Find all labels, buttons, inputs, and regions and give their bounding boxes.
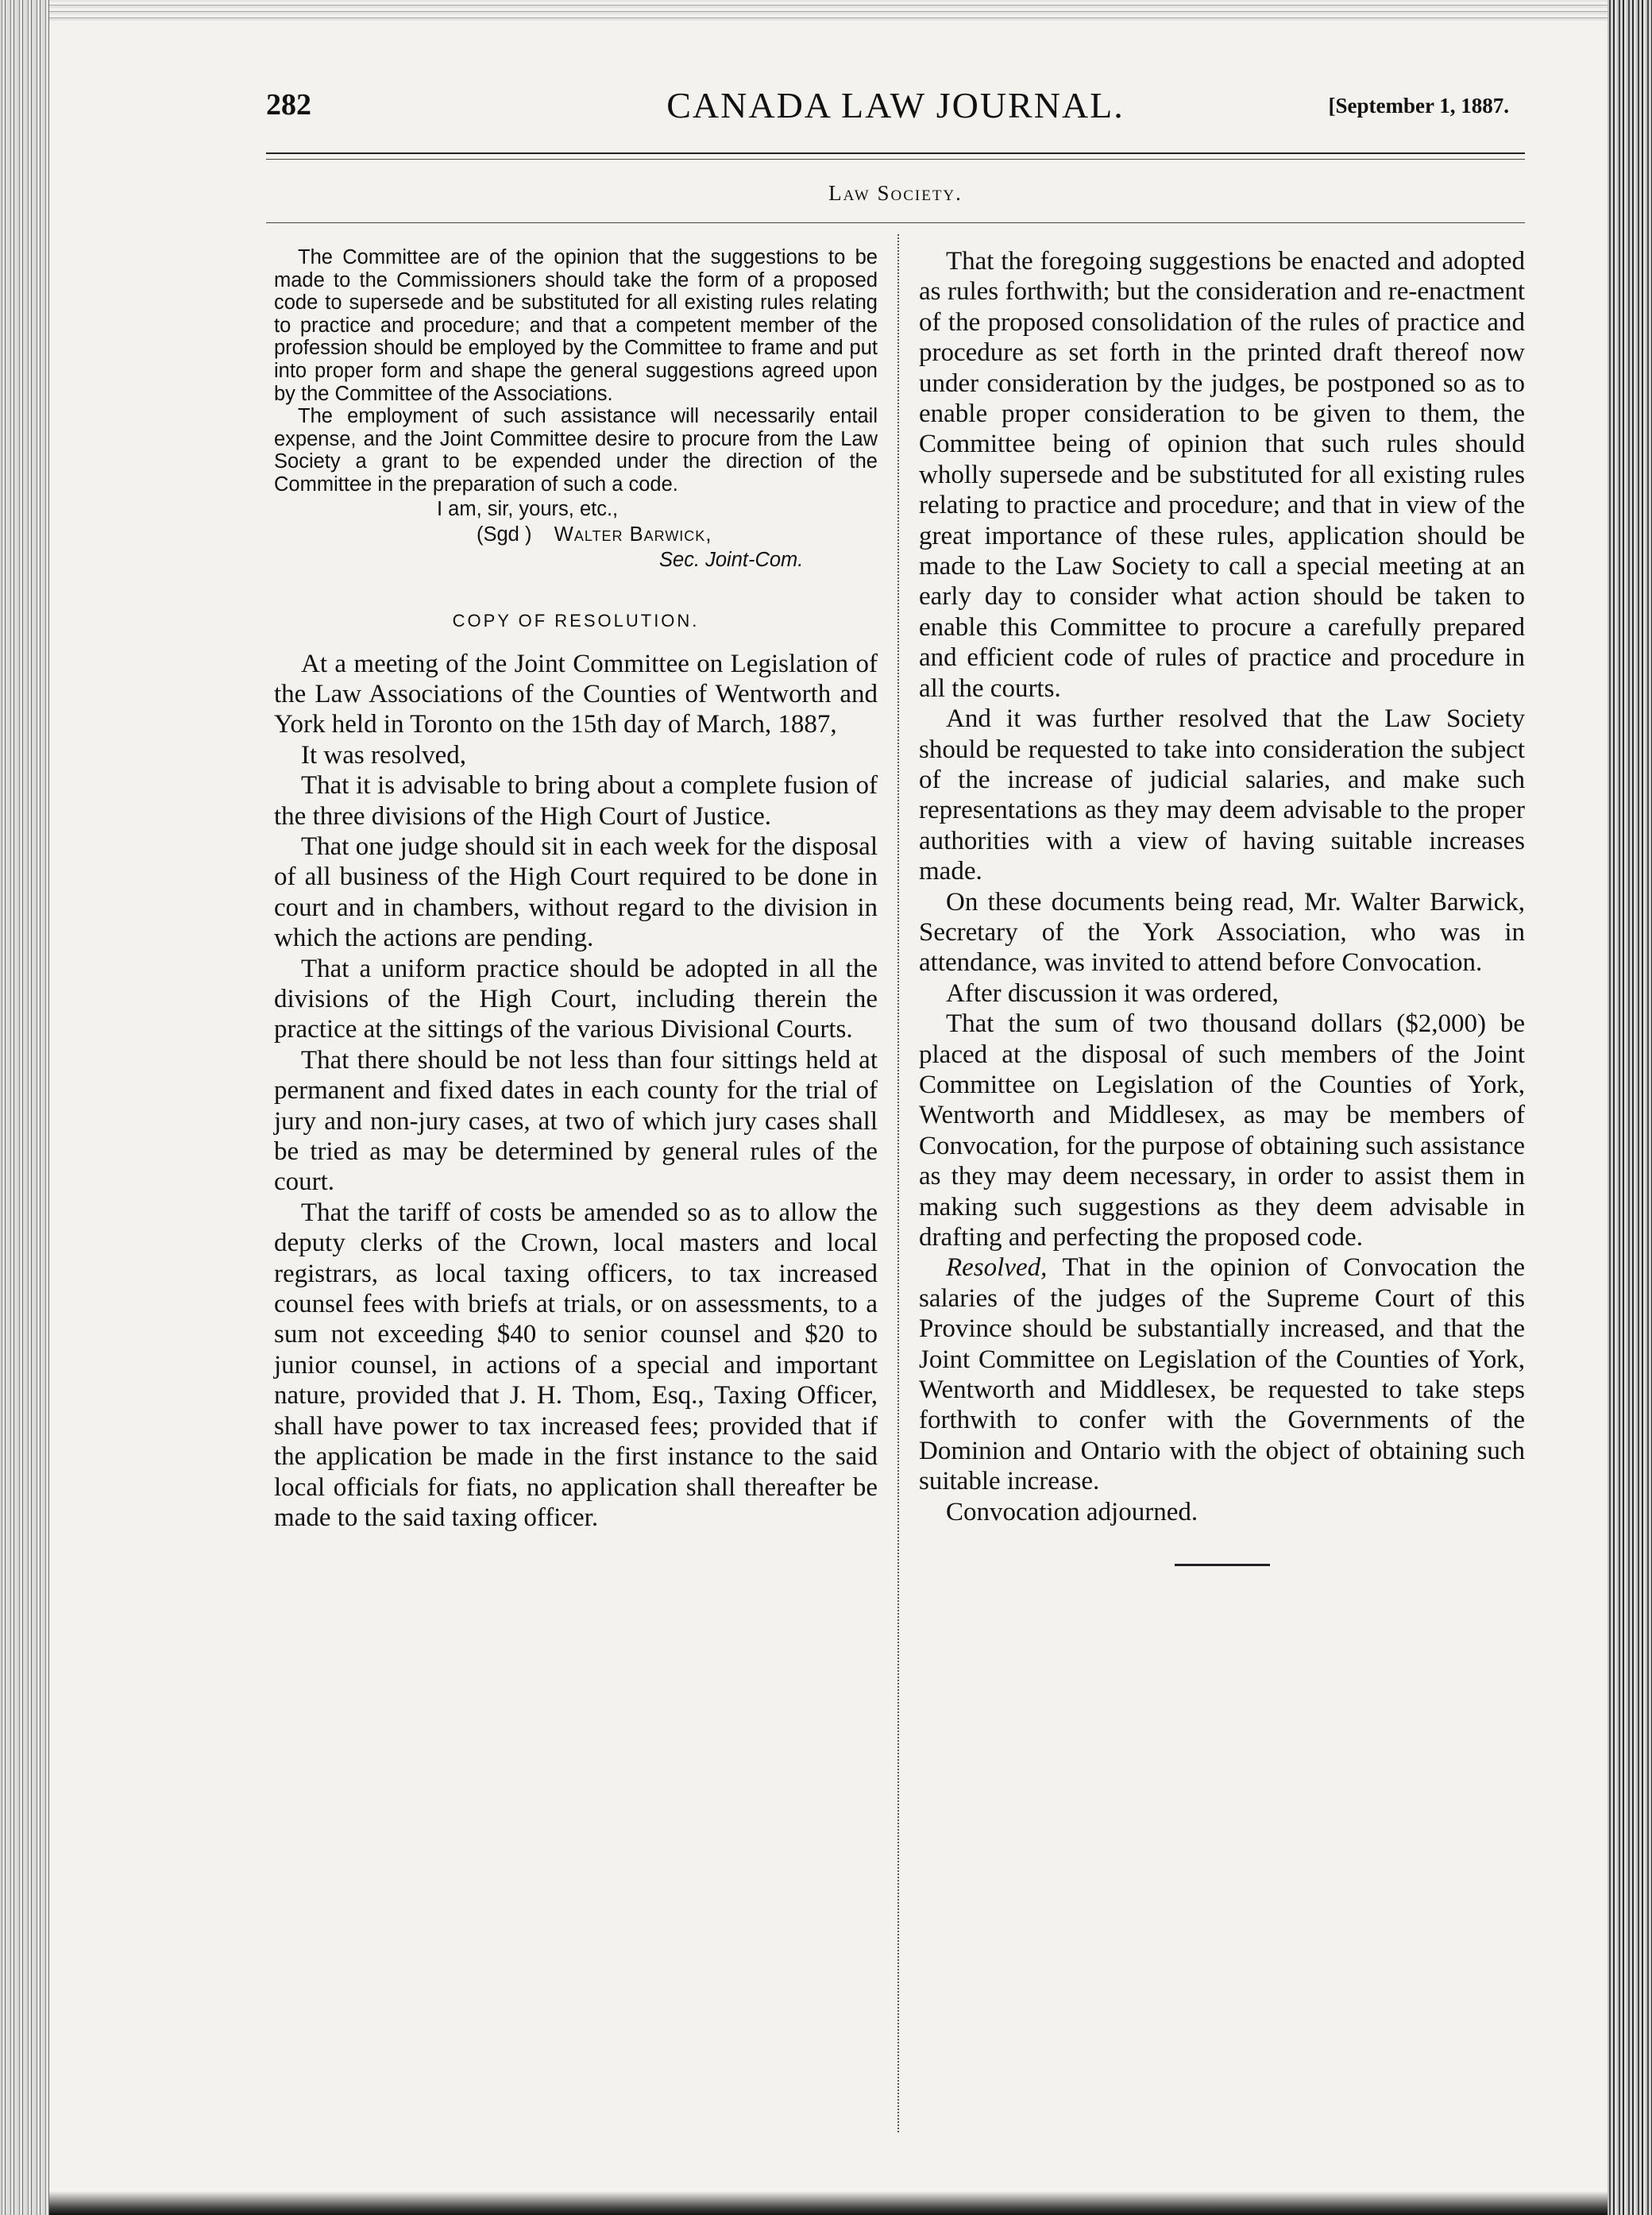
resolution-item: That there should be not less than four sittings held at permanent and fixed dates in each county for the trial of jury and non-jury cases, at two of which jury cases shall be tried as may be determined by general rules of the court.: [274, 1045, 878, 1197]
section-title: Law Society.: [828, 181, 963, 205]
resolution-body: [274, 649, 878, 1534]
resolution-item: That it is advisable to bring about a complete fusion of the three divisions of the High Court of Justice.: [274, 771, 878, 831]
signatory-name: Walter Barwick,: [554, 523, 712, 546]
resolution-item: That the tariff of costs be amended so as to allow the deputy clerks of the Crown, local masters and local registrars, as local taxing officers, to tax increased counsel fees with briefs at trials, or on assessments, to a sum not exceeding $40 to senior counsel and $20 to junior counsel, in actions of a special and important nature, provided that J. H. Thom, Esq., Taxing Officer, shall have power to tax increased fees; provided that if the application be made in the first instance to the said local officials for fiats, no application shall thereafter be made to the said taxing officer.: [274, 1198, 878, 1532]
left-column: [274, 246, 878, 1533]
signature-line: [274, 522, 878, 547]
right-paragraph: On these documents being read, Mr. Walter Barwick, Secretary of the York Association, who was in attendance, was invited to attend before Convocation.: [919, 887, 1525, 978]
signatory-title: Sec. Joint-Com.: [659, 548, 804, 571]
resolution-item: That a uniform practice should be adopted in all the divisions of the High Court, including therein the practice at the sittings of the various Divisional Courts.: [274, 954, 878, 1044]
resolution-heading: COPY OF RESOLUTION.: [452, 610, 700, 631]
scan-edge-left: [0, 0, 49, 2215]
resolution-resolved: It was resolved,: [301, 740, 467, 770]
right-paragraph: That the foregoing suggestions be enacted and adopted as rules forthwith; but the consideration and re-enactment of the proposed consolidation of the rules of practice and procedure as set forth in the printed draft thereof now under consideration by the judges, be postponed so as to enable proper consideration to be given to them, the Committee being of opinion that such rules should wholly supersede and be substituted for all existing rules relating to practice and procedure; and that in view of the great importance of these rules, application should be made to the Law Society to call a special meeting at an early day to consider what action should be taken to enable this Committee to procure a carefully prepared and efficient code of rules of practice and procedure in all the courts.: [919, 247, 1525, 703]
letter-paragraph: The employment of such assistance will necessarily entail expense, and the Joint Committee desire to procure from the Law Society a grant to be expended under the direction of the Committee in the preparation of such a code.: [274, 405, 878, 496]
right-column: [919, 246, 1525, 1566]
resolution-intro: At a meeting of the Joint Committee on Legislation of the Law Associations of the Counties of Wentworth and York held in Toronto on the 15th day of March, 1887,: [274, 649, 878, 739]
scan-edge-top: [49, 0, 1608, 21]
closing-line: Convocation adjourned.: [946, 1497, 1198, 1526]
scan-edge-right: [1608, 0, 1652, 2215]
issue-date: [September 1, 1887.: [1328, 94, 1509, 118]
letter-body: [274, 246, 878, 496]
resolved-label: Resolved,: [946, 1253, 1048, 1283]
journal-page: [266, 79, 1525, 2160]
resolved-text: That in the opinion of Convocation the salaries of the judges of the Supreme Court of this Province should be substantially increased, and that the Joint Committee on Legislation of the Counties of York, Wentworth and Middlesex, be requested to take steps forthwith to confer with the Governments of the Dominion and Ontario with the object of obtaining such suitable increase.: [919, 1253, 1525, 1496]
right-paragraph: And it was further resolved that the Law Society should be requested to take into consideration the subject of the increase of judicial salaries, and make such representations as they may deem advisable to the proper authorities with a view of having suitable increases made.: [919, 704, 1525, 886]
letter-paragraph: The Committee are of the opinion that the suggestions to be made to the Commissioners should take the form of a proposed code to supersede and be substituted for all existing rules relating to practice and procedure; and that a competent member of the profession should be employed by the Committee to frame and put into proper form and shape the general suggestions agreed upon by the Committee of the Associations.: [274, 246, 878, 405]
right-column-body: [919, 246, 1525, 1527]
right-paragraph: After discussion it was ordered,: [946, 978, 1279, 1008]
letter-signature: [274, 496, 878, 573]
scan-edge-bottom: [49, 2191, 1608, 2215]
section-rule: [266, 222, 1525, 223]
resolved-paragraph: [919, 1252, 1525, 1496]
letter-closing: I am, sir, yours, etc.,: [437, 497, 619, 520]
end-rule: [1175, 1564, 1270, 1566]
resolution-item: That one judge should sit in each week for the disposal of all business of the High Court required to be done in court and in chambers, without regard to the division in which the actions are pending.: [274, 832, 878, 953]
page-header: [266, 79, 1525, 135]
header-rule: [266, 152, 1525, 154]
header-rule-thin: [266, 159, 1525, 160]
column-divider: [897, 234, 899, 2132]
right-paragraph: That the sum of two thousand dollars ($2,000) be placed at the disposal of such members of the Joint Committee on Legislation of the Counties of York, Wentworth and Middlesex, as may be members of Convocation, for the purpose of obtaining such assistance as they may deem necessary, in order to assist them in making such suggestions as they deem advisable in drafting and perfecting the proposed code.: [919, 1009, 1525, 1252]
journal-title: CANADA LAW JOURNAL.: [666, 85, 1125, 125]
signed-prefix: (Sgd ): [477, 523, 532, 546]
page-number: 282: [266, 88, 311, 122]
